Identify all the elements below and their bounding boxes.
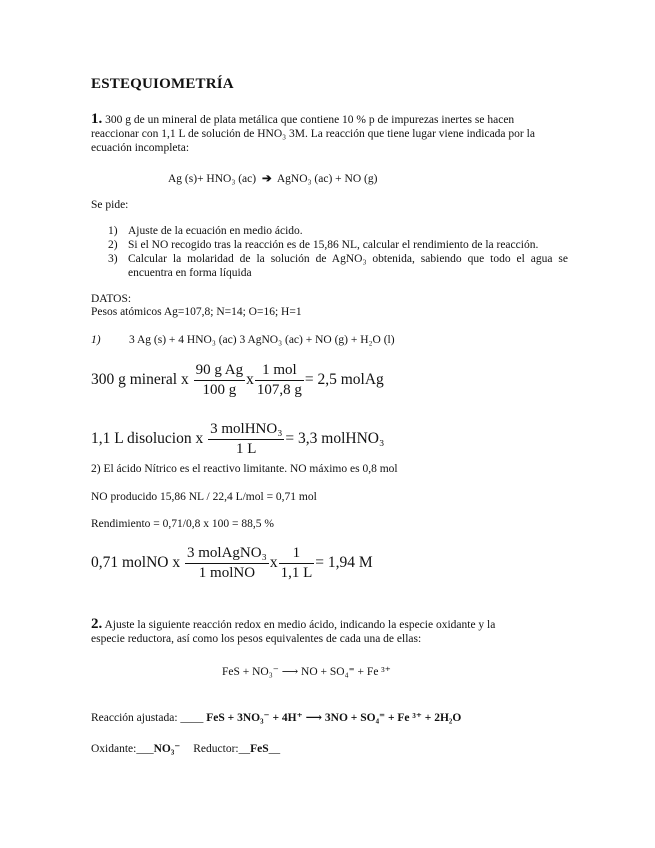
- datos-label: DATOS:: [91, 293, 132, 305]
- limitante-line: 2) El ácido Nítrico es el reactivo limitante. NO máximo es 0,8 mol: [91, 463, 398, 475]
- rendimiento-line: Rendimiento = 0,71/0,8 x 100 = 88,5 %: [91, 518, 274, 530]
- page-title: ESTEQUIOMETRÍA: [91, 76, 234, 92]
- calc-lead: 0,71 molNO x: [91, 554, 181, 572]
- oxidante-label: Oxidante:___: [91, 743, 154, 755]
- fraction: $\frac{\text{1 mol}}{107,8 g}$: [256, 362, 302, 398]
- calc-mol-ag: 300 g mineral x $\frac{\text{90 g Ag}}{100 g}$ x $\frac{\text{1 mol}}{107,8 g}$ = 2,5 molAg: [91, 362, 384, 398]
- problem-1-intro-line-2: reaccionar con 1,1 L de solución de HNO₃ 3M. La reacción que tiene lugar viene indicada por la: [91, 128, 535, 140]
- ajustada-label: Reacción ajustada: ____: [91, 712, 204, 724]
- oxidante-reductor: Oxidante:___NO₃⁻ Reductor:__FeS__: [91, 743, 281, 755]
- questions-list: [108, 224, 568, 280]
- problem-1-intro-line-3: ecuación incompleta:: [91, 142, 190, 154]
- fraction: $\frac{\text{90 g Ag}}{100 g}$: [195, 362, 244, 398]
- calc-result: = 1,94 M: [315, 554, 373, 572]
- fraction: $\frac{\text{3 molAgNO₃}}{\text{1 molNO}}$: [187, 545, 267, 581]
- fraction: $\frac{\text{3 molHNO₃}}{1 L}$: [210, 421, 283, 457]
- oxidante-value: NO₃⁻: [153, 743, 181, 755]
- problem-2-reaction: FeS + NO₃⁻ ⟶ NO + SO₄⁼ + Fe ³⁺: [222, 666, 391, 678]
- problem-1-intro-text: 300 g de un mineral de plata metálica que contiene 10 % p de impurezas inertes se hacen: [102, 114, 515, 126]
- calc-molarity: 0,71 molNO x $\frac{\text{3 molAgNO₃}}{\text{1 molNO}}$ x $\frac{1}{1,1 L}$ = 1,94 M: [91, 545, 373, 581]
- calc-mol-hno3: [91, 421, 384, 458]
- problem-1-number: 1.: [91, 111, 103, 127]
- producido-line: NO producido 15,86 NL / 22,4 L/mol = 0,71 mol: [91, 491, 317, 503]
- calc-lead: 300 g mineral x: [91, 371, 189, 389]
- problem-1-reaction: [168, 171, 377, 185]
- problem-2-intro-text: Ajuste la siguiente reacción redox en medio ácido, indicando la especie oxidante y la: [102, 619, 496, 631]
- list-item: 2) Si el NO recogido tras la reacción es de 15,86 NL, calcular el rendimiento de la reacción.: [108, 239, 539, 251]
- calc-result: = 3,3 molHNO₃: [285, 430, 385, 448]
- calc-lead: 1,1 L disolucion x: [91, 430, 204, 448]
- problem-1-intro-line-1: [91, 111, 514, 128]
- calc-result: = 2,5 molAg: [304, 371, 384, 389]
- solution-1-equation: 3 Ag (s) + 4 HNO₃ (ac) 3 AgNO₃ (ac) + NO (g) + H₂O (l): [129, 334, 395, 346]
- reductor-label: Reductor:__: [193, 743, 251, 755]
- se-pide-label: Se pide:: [91, 199, 129, 211]
- reaction-arrow-icon: ➔: [261, 173, 272, 185]
- list-item: 1) Ajuste de la ecuación en medio ácido.: [108, 225, 303, 237]
- solution-1-label: 1): [91, 334, 101, 346]
- fraction: $\frac{1}{1,1 L}$: [280, 545, 313, 581]
- problem-2-intro-line-1: [91, 616, 495, 633]
- reductor-value: FeS: [250, 743, 269, 755]
- list-item: 3) Calcular la molaridad de la solución de AgNO₃ obtenida, sabiendo que todo el agua se encuentra en forma líquida: [108, 253, 568, 279]
- reaction-rhs: AgNO₃ (ac) + NO (g): [276, 173, 378, 185]
- ajustada-equation: FeS + 3NO₃⁻ + 4H⁺ ⟶ 3NO + SO₄⁼ + Fe ³⁺ + 2H₂O: [203, 712, 462, 724]
- problem-2-number: 2.: [91, 616, 103, 632]
- reaction-lhs: Ag (s)+ HNO₃ (ac): [168, 173, 257, 185]
- reaccion-ajustada: [91, 710, 461, 724]
- atomic-weights: Pesos atómicos Ag=107,8; N=14; O=16; H=1: [91, 306, 302, 318]
- problem-2-intro-line-2: especie reductora, así como los pesos equivalentes de cada una de ellas:: [91, 633, 422, 645]
